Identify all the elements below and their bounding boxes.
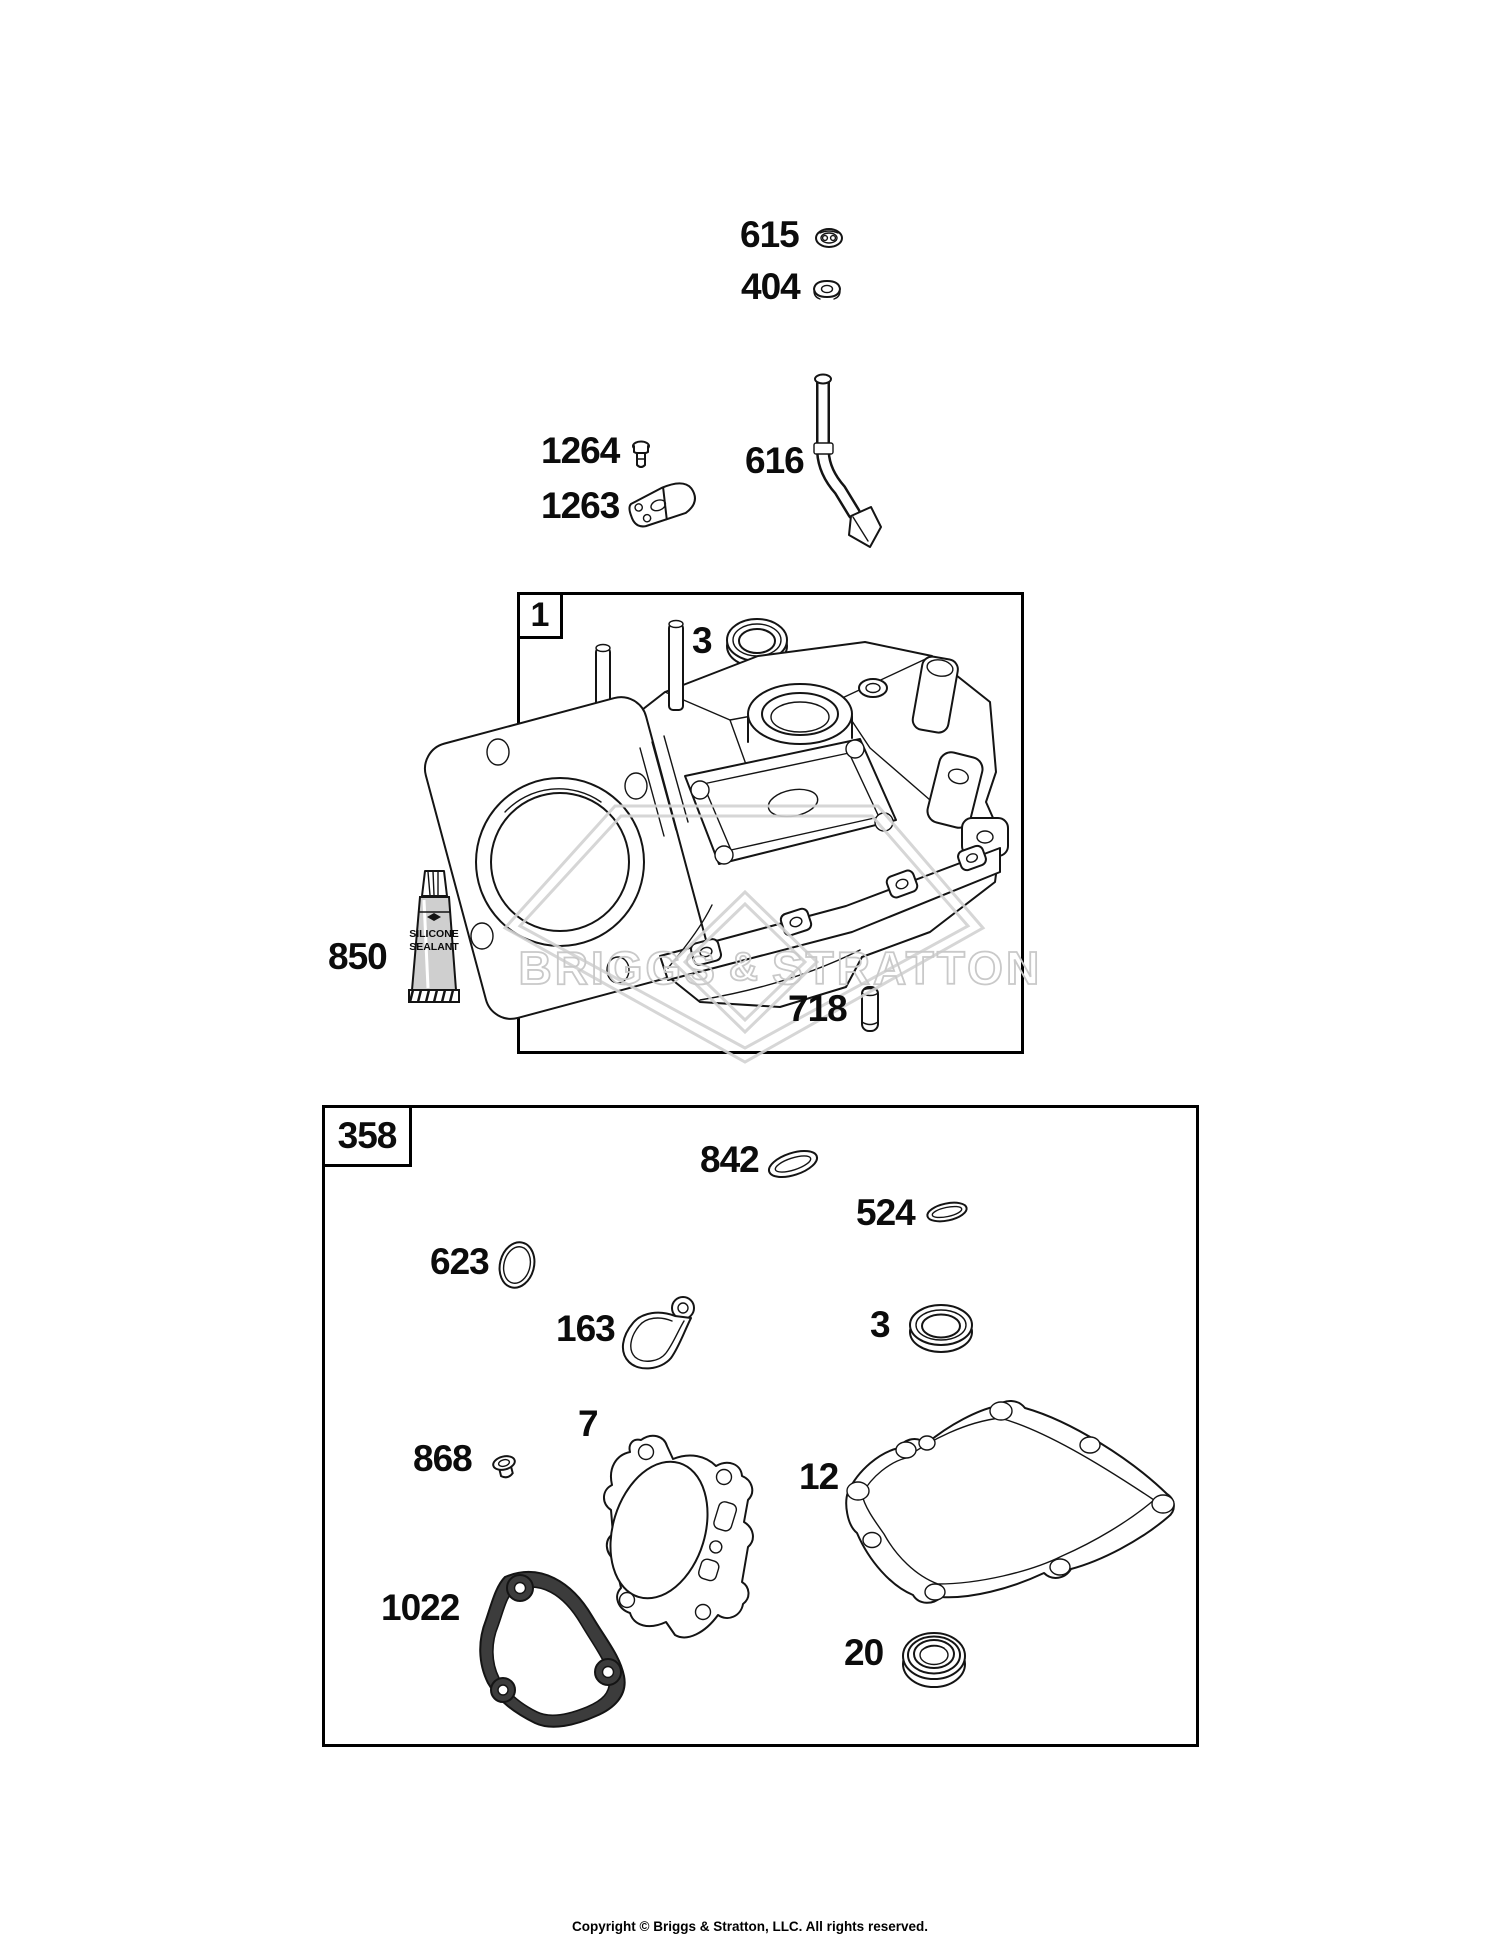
part-850-sealant-tube-drawing	[409, 871, 459, 1002]
label-part-850: 850	[328, 936, 387, 977]
part-7-drawing	[595, 1436, 753, 1638]
label-part-623: 623	[430, 1241, 489, 1282]
part-12-drawing	[846, 1401, 1174, 1603]
part-842-drawing	[766, 1146, 820, 1182]
label-part-3-gasket-set: 3	[870, 1304, 890, 1345]
label-part-615: 615	[740, 214, 799, 255]
part-623-drawing	[495, 1239, 539, 1292]
part-404-drawing	[814, 281, 840, 299]
label-part-718: 718	[788, 988, 847, 1029]
label-part-1263: 1263	[541, 485, 620, 526]
label-part-1264: 1264	[541, 430, 620, 471]
group-label-cylinder-text: 1	[530, 596, 550, 634]
label-part-163: 163	[556, 1308, 615, 1349]
copyright-notice: Copyright © Briggs & Stratton, LLC. All rights reserved.	[572, 1919, 928, 1934]
part-1022-drawing	[480, 1572, 624, 1727]
part-3-gasket-set-seal-drawing	[910, 1305, 972, 1352]
label-part-3-cylinder: 3	[692, 620, 712, 661]
sealant-text-line2: SEALANT	[409, 941, 459, 953]
label-part-20: 20	[844, 1632, 884, 1673]
label-part-404: 404	[741, 266, 800, 307]
part-1264-drawing	[633, 442, 649, 468]
part-615-drawing	[816, 229, 842, 247]
label-part-616: 616	[745, 440, 804, 481]
label-part-842: 842	[700, 1139, 759, 1180]
label-part-524: 524	[856, 1192, 915, 1233]
part-524-drawing	[926, 1200, 969, 1225]
part-718-drawing	[862, 987, 878, 1031]
part-1263-drawing	[626, 478, 700, 532]
part-616-drawing	[814, 375, 881, 548]
label-part-12: 12	[799, 1456, 839, 1497]
part-20-drawing	[903, 1633, 965, 1687]
label-part-1022: 1022	[381, 1587, 460, 1628]
group-label-gasket-set-text: 358	[337, 1115, 397, 1156]
cylinder-assembly-drawing	[419, 621, 1008, 1029]
label-part-7: 7	[578, 1403, 598, 1444]
sealant-text-line1: SILICONE	[409, 928, 459, 940]
label-part-868: 868	[413, 1438, 472, 1479]
watermark-text-stratton: STRATTON	[772, 942, 1043, 994]
part-868-drawing	[492, 1454, 518, 1480]
part-163-drawing	[623, 1297, 694, 1368]
